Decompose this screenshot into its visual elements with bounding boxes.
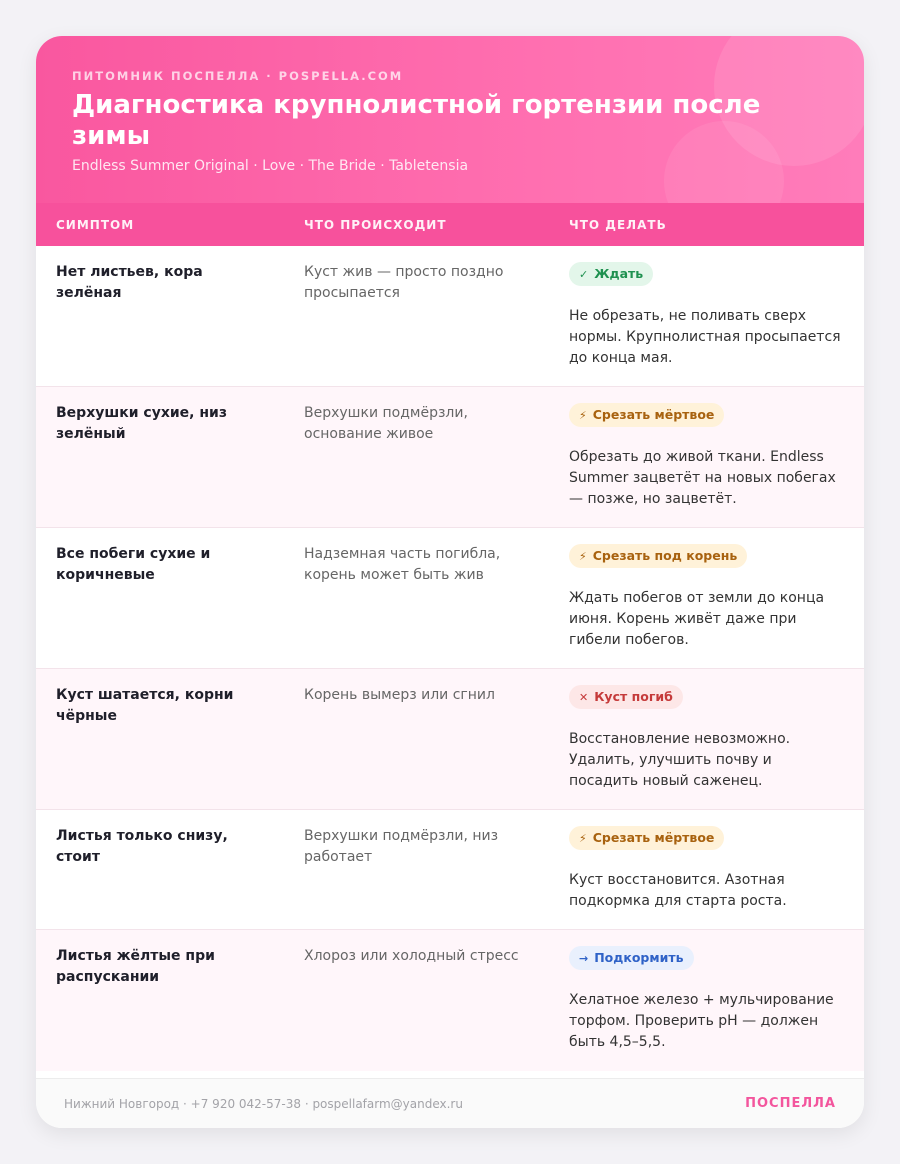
- action-cell: [549, 528, 864, 668]
- happening-cell: Куст жив — просто поздно просыпается: [304, 264, 504, 301]
- column-header-happening: ЧТО ПРОИСХОДИТ: [304, 217, 447, 232]
- symptom-cell: Верхушки сухие, низ зелёный: [56, 405, 227, 442]
- card-header: [36, 36, 864, 203]
- table-header: [36, 203, 864, 246]
- action-cell: [549, 669, 864, 809]
- happening-cell: Хлороз или холодный стресс: [304, 948, 519, 964]
- action-text: Куст восстановится. Азотная подкормка для старта роста.: [569, 872, 787, 909]
- table-row: [36, 246, 864, 387]
- action-text: Ждать побегов от земли до конца июня. Корень живёт даже при гибели побегов.: [569, 590, 825, 648]
- happening-cell: Надземная часть погибла, корень может быть жив: [304, 546, 501, 583]
- action-text: Восстановление невозможно. Удалить, улучшить почву и посадить новый саженец.: [569, 731, 791, 789]
- table-row: [36, 387, 864, 528]
- arrow-right-icon: →: [579, 952, 589, 965]
- status-badge: [569, 826, 724, 850]
- action-text: Хелатное железо + мульчирование торфом. Проверить pH — должен быть 4,5–5,5.: [569, 992, 834, 1050]
- nursery-eyebrow: ПИТОМНИК ПОСПЕЛЛА · POSPELLA.COM: [72, 69, 404, 83]
- badge-label: Срезать под корень: [592, 548, 738, 563]
- happening-cell: Корень вымерз или сгнил: [304, 687, 495, 703]
- action-cell: [549, 387, 864, 527]
- action-cell: [549, 930, 864, 1071]
- symptom-cell: Куст шатается, корни чёрные: [56, 687, 234, 724]
- column-header-symptom: СИМПТОМ: [56, 217, 135, 232]
- action-cell: [549, 810, 864, 929]
- status-badge: [569, 685, 683, 709]
- lightning-icon: ⚡: [579, 409, 587, 422]
- status-badge: [569, 544, 747, 568]
- card-footer: [36, 1078, 864, 1128]
- status-badge: [569, 262, 653, 286]
- status-badge: [569, 946, 694, 970]
- action-text: Не обрезать, не поливать сверх нормы. Крупнолистная просыпается до конца мая.: [569, 308, 841, 366]
- footer-contact: Нижний Новгород · +7 920 042-57-38 · pospellafarm@yandex.ru: [64, 1096, 463, 1111]
- diagnostic-card: [36, 36, 864, 1128]
- symptom-cell: Листья только снизу, стоит: [56, 828, 228, 865]
- footer-brand: ПОСПЕЛЛА: [745, 1096, 836, 1111]
- action-cell: [549, 246, 864, 386]
- lightning-icon: ⚡: [579, 832, 587, 845]
- table-row: [36, 930, 864, 1071]
- happening-cell: Верхушки подмёрзли, низ работает: [304, 828, 499, 865]
- table-body: [36, 246, 864, 1071]
- symptom-cell: Все побеги сухие и коричневые: [56, 546, 211, 583]
- badge-label: Куст погиб: [594, 689, 673, 704]
- badge-label: Подкормить: [594, 950, 684, 965]
- badge-label: Срезать мёртвое: [592, 407, 715, 422]
- table-row: [36, 810, 864, 930]
- lightning-icon: ⚡: [579, 550, 587, 563]
- table-row: [36, 528, 864, 669]
- status-badge: [569, 403, 724, 427]
- column-header-action: ЧТО ДЕЛАТЬ: [569, 217, 667, 232]
- symptom-cell: Листья жёлтые при распускании: [56, 948, 215, 985]
- happening-cell: Верхушки подмёрзли, основание живое: [304, 405, 468, 442]
- varieties-subtitle: Endless Summer Original · Love · The Bride · Tabletensia: [72, 158, 469, 174]
- badge-label: Срезать мёртвое: [592, 830, 715, 845]
- symptom-cell: Нет листьев, кора зелёная: [56, 264, 203, 301]
- check-icon: ✓: [579, 268, 589, 281]
- table-row: [36, 669, 864, 810]
- cross-icon: ✕: [579, 691, 589, 704]
- page-title: Диагностика крупнолистной гортензии после зимы: [72, 90, 761, 151]
- badge-label: Ждать: [594, 266, 644, 281]
- action-text: Обрезать до живой ткани. Endless Summer зацветёт на новых побегах — позже, но зацветёт.: [569, 449, 836, 507]
